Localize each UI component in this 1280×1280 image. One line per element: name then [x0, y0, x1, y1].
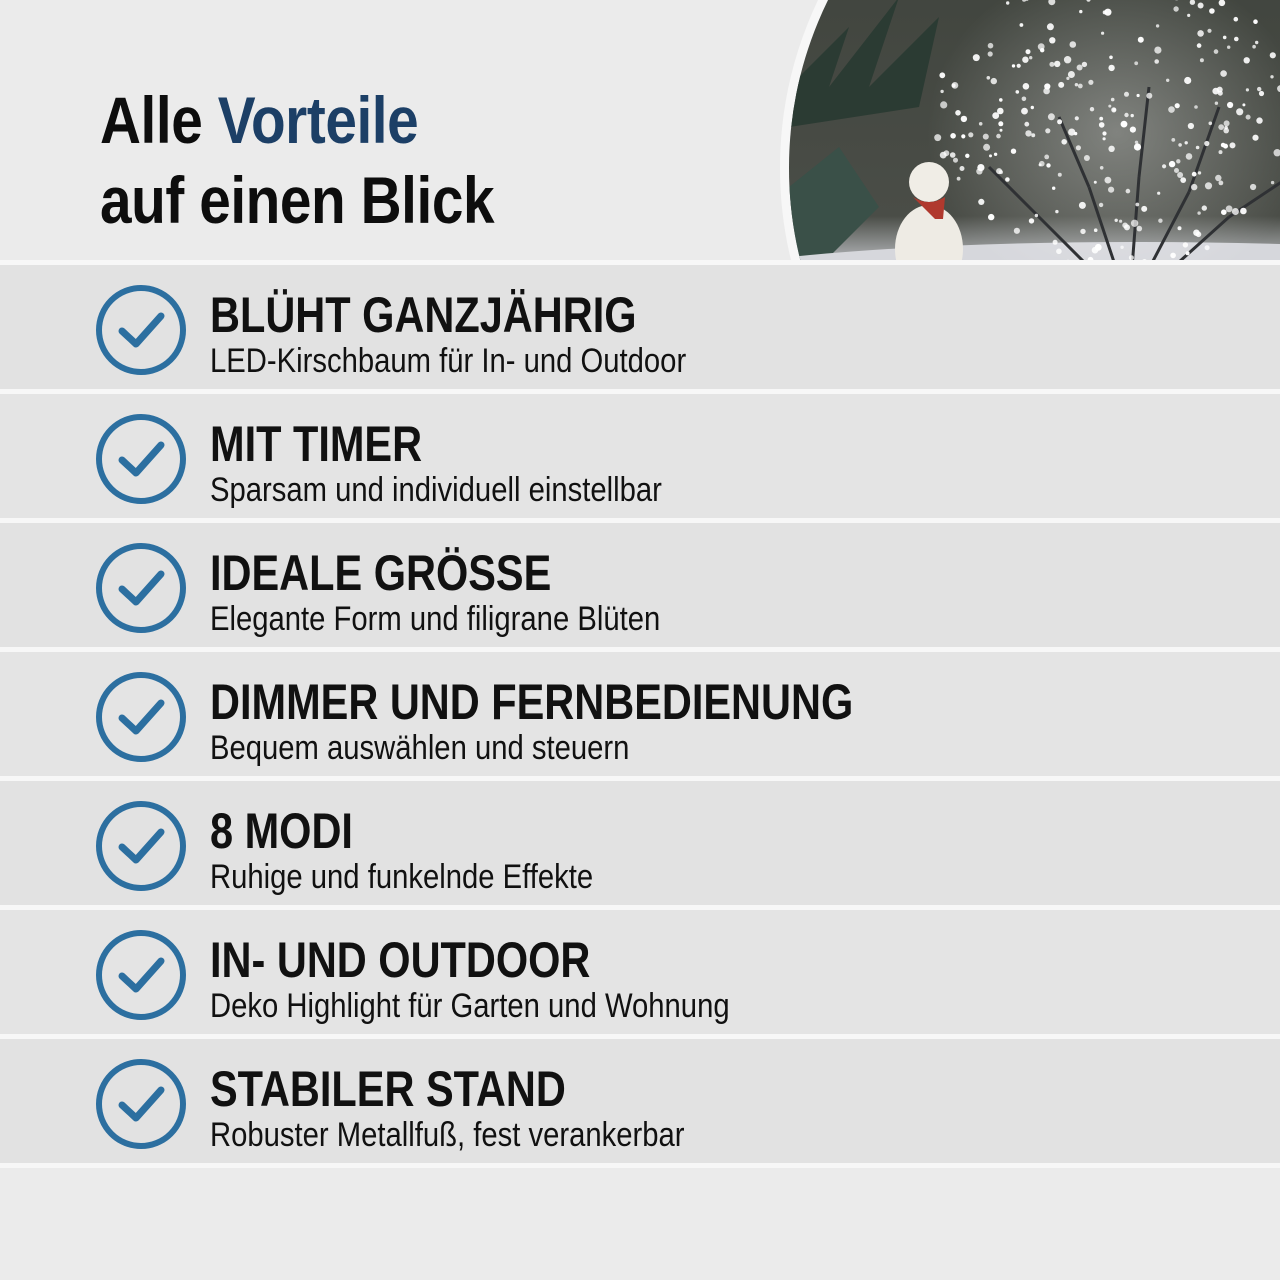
- feature-title: MIT TIMER: [210, 416, 423, 472]
- check-circle-icon: [94, 799, 188, 893]
- headline-word-alle: Alle: [100, 83, 203, 157]
- headline-line-2: auf einen Blick: [100, 163, 495, 237]
- feature-subtitle: Ruhige und funkelnde Effekte: [210, 858, 594, 896]
- feature-subtitle: Sparsam und individuell einstellbar: [210, 471, 662, 509]
- feature-row: [0, 776, 1280, 905]
- feature-subtitle: Deko Highlight für Garten und Wohnung: [210, 987, 730, 1025]
- feature-title: IN- UND OUTDOOR: [210, 932, 591, 988]
- check-circle-icon: [94, 670, 188, 764]
- feature-title: BLÜHT GANZJÄHRIG: [210, 287, 637, 343]
- check-circle-icon: [94, 412, 188, 506]
- feature-subtitle: Robuster Metallfuß, fest verankerbar: [210, 1116, 685, 1154]
- check-circle-icon: [94, 1057, 188, 1151]
- feature-list: [0, 260, 1280, 1163]
- check-circle-icon: [94, 283, 188, 377]
- feature-row: [0, 905, 1280, 1034]
- feature-title: STABILER STAND: [210, 1061, 566, 1117]
- feature-subtitle: LED-Kirschbaum für In- und Outdoor: [210, 342, 687, 380]
- feature-subtitle: Bequem auswählen und steuern: [210, 729, 630, 767]
- feature-subtitle: Elegante Form und filigrane Blüten: [210, 600, 661, 638]
- feature-title: DIMMER UND FERNBEDIENUNG: [210, 674, 854, 730]
- feature-row: [0, 1034, 1280, 1163]
- feature-title: IDEALE GRÖSSE: [210, 545, 552, 601]
- page-headline: [100, 80, 494, 240]
- feature-row: [0, 389, 1280, 518]
- feature-row: [0, 518, 1280, 647]
- headline-accent-word: Vorteile: [217, 83, 419, 157]
- feature-row: [0, 647, 1280, 776]
- feature-row: [0, 260, 1280, 389]
- feature-title: 8 MODI: [210, 803, 353, 859]
- check-circle-icon: [94, 928, 188, 1022]
- check-circle-icon: [94, 541, 188, 635]
